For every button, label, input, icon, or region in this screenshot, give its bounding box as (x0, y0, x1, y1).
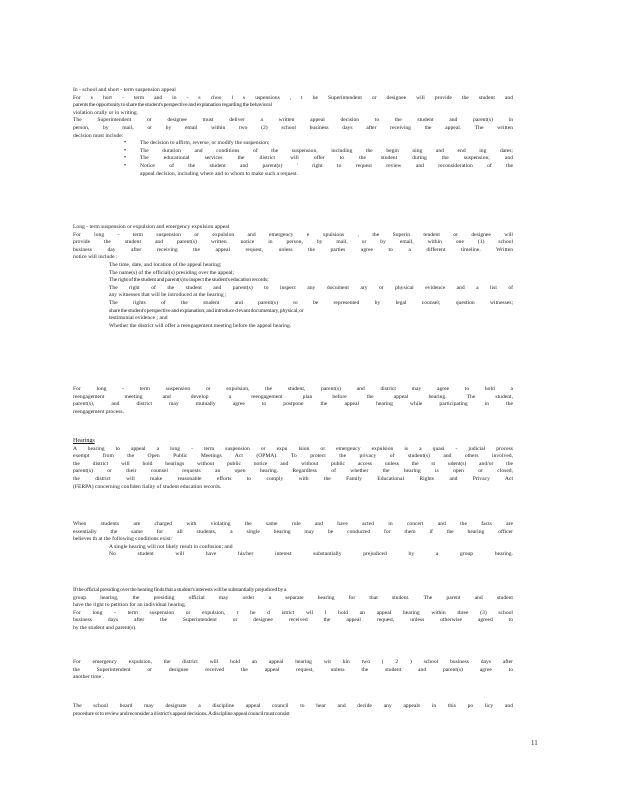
text-line: violation orally or in writing. (73, 109, 139, 116)
text-line: decision must include: (73, 132, 124, 139)
text-line: business days after the Superintendent or designee received the appeal request, unless otherwise agreed to (73, 617, 513, 624)
text-line: When students are charged with violating the same rule and have acted in concert and the facts are (73, 521, 513, 527)
bullet-icon: • (124, 155, 127, 162)
list-item-text: The time, date, and location of the appeal hearing; (109, 261, 222, 268)
group-hearing-paragraph (73, 521, 513, 559)
list-item-text: Notice of the student and parent(s) ' right to request review and reconsideration of the (140, 162, 513, 169)
text-line: The Superintendent or designee must deliver a written appeal decision to the student and parent(s) in (73, 117, 513, 124)
text-line: parents the opportunity to share the student's perspective and explanation regarding the behavioral (73, 102, 272, 109)
appeal-council-paragraph (73, 703, 513, 718)
text-line: For s hort - term and in - s choo l s uspensions , t he Superintendent or designee will provide the student and (73, 94, 513, 101)
text-line: the Superintendent or designee received the appeal request, unless the student and parent(s) agree to (73, 666, 513, 673)
text-line: A hearing to appeal a long - term suspension or expu lsion or emergency expulsion is a quasi - judicial process (73, 445, 513, 452)
list-item-text: The educational services the district will offer to the student during the suspension; and (140, 155, 513, 162)
list-item (73, 544, 513, 552)
hearings-section (73, 438, 513, 491)
list-item (73, 323, 513, 331)
emergency-expulsion-paragraph (73, 659, 513, 682)
list-item (73, 285, 513, 300)
list-item-text: any witnesses that will be introduced at the hearing ; (109, 292, 227, 299)
list-item (73, 148, 513, 156)
text-line: parent(s) or their counsel requests an open hearing. Regardless of whether the hearing is open or closed, (73, 468, 513, 475)
text-line: the district will hold hearings without public notice and without public access unless the st udent(s) and/or the (73, 460, 513, 467)
list-item-text: The duration and conditions of the suspension, including the begin ning and end ing dates; (140, 147, 513, 154)
list-item (73, 163, 513, 178)
bullet-icon: • (124, 140, 127, 147)
list-item (73, 155, 513, 163)
list-item-text: No student will have his/her interest substantially prejudiced by a group hearing. (109, 551, 513, 558)
bullet-icon: • (124, 147, 127, 154)
separate-hearing-paragraph (73, 587, 513, 633)
text-line: notice will include : (73, 254, 118, 261)
text-line: procedure or to review and reconsider a d istrict's appeal decisions. A discipline appeal council must consist (73, 710, 290, 717)
text-line: (FERPA) concerning confiden tiality of student education records. (73, 483, 222, 490)
list-item-text: Whether the district will offer a reengagement meeting before the appeal hearing. (109, 322, 292, 329)
list-item-text: share the student's perspective and explanation; and introduce d evant documentary, physical, or (109, 307, 304, 314)
text-line: For long - term suspension or expulsion and emergency e xpulsions , the Superin tendent or designee will (73, 231, 513, 238)
list-item-text: The right of the student and parent(s) to inspect any document ary or physical evidence and a list of (109, 284, 513, 291)
text-line: reengagement process. (73, 408, 124, 415)
text-line: If the official presiding over the hearing finds that a student's interests will be substantially prejudiced by a (73, 587, 287, 593)
section-heading-hearings: Hearings (73, 438, 95, 444)
bullet-icon: • (124, 162, 127, 169)
list-item-text: The rights of the student and parent(s) to be represented by legal counsel; question witnesses; (109, 299, 513, 306)
text-line: provide the student and parent(s) written notice in person, by mail, or by email, within one (1) school (73, 239, 513, 246)
text-line: group hearing, the presiding official may order a separate hearing for that student. The parent and student (73, 594, 513, 601)
short-term-appeal-section (73, 87, 513, 178)
section-title-short-term: In - school and short - term suspension appeal (73, 87, 176, 93)
text-line: essentially the same for all students, a single hearing may be conducted for them if the hearing officer (73, 528, 513, 535)
text-line: by the student and parent(s). (73, 624, 137, 631)
list-item-text: testimonial evidence ; and (109, 315, 168, 322)
section-title-long-term: Long - term suspension or expulsion and emergency expulsion appeal (73, 224, 230, 230)
list-item (73, 277, 513, 285)
list-item-text: The right of the student and parent(s) to inspect the student's education records; (109, 277, 269, 284)
list-item-text: The name(s) of the official(s) presiding over the appeal; (109, 269, 235, 276)
list-item-text: appeal decision, including where and to whom to make such a request. (140, 170, 298, 177)
long-term-appeal-section (73, 224, 513, 330)
list-item (73, 551, 513, 559)
text-line: For long - term suspension or expulsion, the student, parent(s) and district may agree to hold a (73, 386, 513, 392)
list-item (73, 140, 513, 148)
text-line: exempt from the Open Public Meetings Act (OPMA). To protect the privacy of student(s) and others involved, (73, 453, 513, 460)
text-line: have the right to petition for an individual hearing. (73, 602, 187, 609)
text-line: reengagement meeting and develop a reengagement plan before the appeal hearing. The student, (73, 393, 513, 400)
list-item-text: A single hearing will not likely result in confusion; and (109, 543, 233, 550)
text-line: For emergency expulsion, the district will hold an appeal hearing wit hin two ( 2 ) school business days after (73, 659, 513, 665)
list-item (73, 262, 513, 270)
list-item-text: The decision to affirm, reverse, or modify the suspension; (140, 140, 270, 147)
text-line: the district will make reasonable efforts to comply with the Family Educational Rights and Privacy Act (73, 475, 513, 482)
page-number: 11 (531, 739, 538, 747)
list-item (73, 270, 513, 278)
text-line: another time . (73, 674, 104, 681)
reengagement-paragraph (73, 386, 513, 416)
text-line: parent(s), and district may mutually agree to postpone the appeal hearing while participating in the (73, 401, 513, 408)
text-line: business day after receiving the appeal request, unless the parties agree to a different timeline. Written (73, 246, 513, 253)
text-line: For long - term suspension or expulsion, t he d istrict wil l hold an appeal hearing within three (3) school (73, 609, 513, 616)
text-line: The school board may designate a discipline appeal council to hear and decide any appeals in this po licy and (73, 703, 513, 709)
text-line: person, by mail, or by email within two (2) school business days after receiving the appeal. The written (73, 124, 513, 131)
text-line: believes th at the following conditions exist: (73, 536, 173, 543)
list-item (73, 300, 513, 323)
